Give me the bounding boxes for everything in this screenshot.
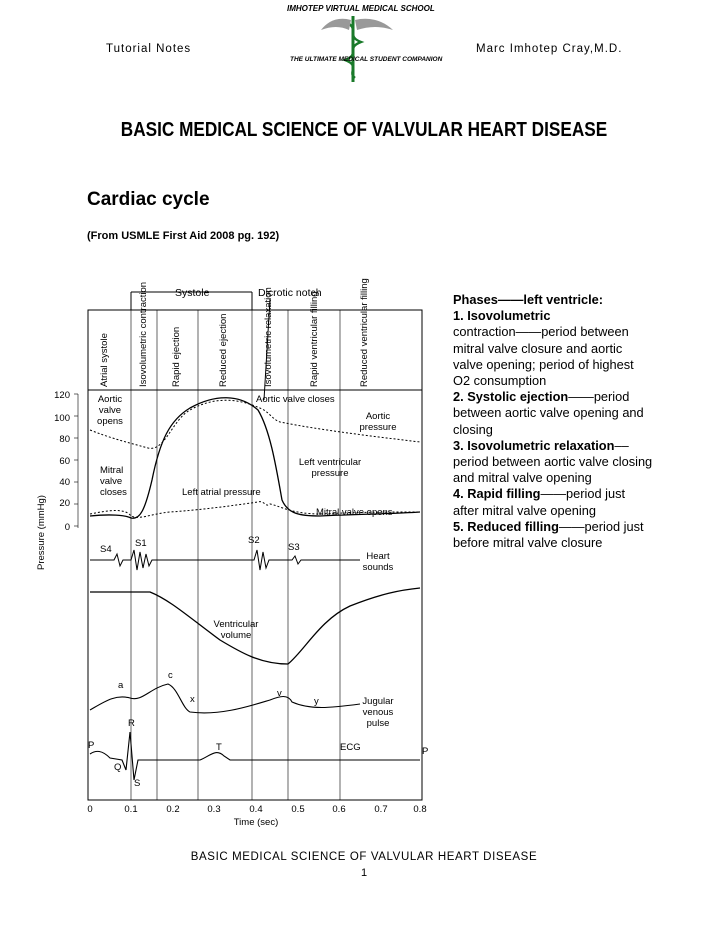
ecg-trace (90, 732, 420, 780)
svg-text:Jugular: Jugular (362, 696, 394, 707)
svg-text:Aortic valve closes: Aortic valve closes (256, 394, 335, 405)
y-ticks (54, 390, 70, 533)
header-left-text: Tutorial Notes (106, 43, 192, 55)
svg-text:120: 120 (54, 390, 70, 401)
svg-text:Mitral: Mitral (100, 465, 124, 476)
x-ticks (87, 804, 426, 815)
svg-text:Aortic: Aortic (97, 394, 123, 405)
svg-text:0: 0 (87, 804, 93, 815)
svg-text:P: P (88, 740, 95, 751)
phase-label-1: Isovolumetric contraction (138, 281, 149, 387)
svg-text:Ventricular: Ventricular (213, 619, 259, 630)
svg-text:0.6: 0.6 (332, 804, 346, 815)
svg-text:S1: S1 (135, 538, 147, 549)
cardiac-cycle-figure (30, 270, 440, 830)
svg-text:valve: valve (100, 476, 123, 487)
svg-text:0.1: 0.1 (124, 804, 138, 815)
phase-4-description: ——period just after mitral valve opening (453, 486, 626, 518)
svg-text:Aortic: Aortic (365, 411, 391, 422)
svg-text:0: 0 (64, 522, 70, 533)
svg-text:0.5: 0.5 (291, 804, 305, 815)
dicrotic-notch-label: Dicrotic notch (258, 287, 322, 299)
svg-text:sounds: sounds (362, 562, 394, 573)
svg-text:Left ventricular: Left ventricular (298, 457, 362, 468)
svg-text:Q: Q (114, 762, 122, 773)
phase-5-title: 5. Reduced filling (453, 518, 559, 534)
section-heading: Cardiac cycle (87, 189, 210, 210)
svg-text:100: 100 (54, 413, 70, 424)
heart-sounds-trace (90, 550, 360, 570)
phase-3-title: 3. Isovolumetric relaxation (453, 437, 615, 453)
phase-label-6: Reduced ventricular filling (359, 278, 370, 387)
page-title: BASIC MEDICAL SCIENCE OF VALVULAR HEART DISEASE (120, 119, 608, 141)
svg-text:P: P (422, 746, 429, 757)
svg-text:pressure: pressure (311, 468, 349, 479)
svg-text:S: S (134, 778, 141, 789)
svg-text:0.2: 0.2 (166, 804, 180, 815)
phases-heading: Phases——left ventricle: (453, 292, 604, 307)
svg-text:volume: volume (220, 630, 252, 641)
svg-text:venous: venous (362, 707, 394, 718)
svg-text:valve: valve (98, 405, 122, 416)
x-axis-label: Time (sec) (233, 817, 279, 828)
y-axis-label: Pressure (mmHg) (36, 495, 47, 570)
svg-text:S4: S4 (100, 544, 112, 555)
phase-1-title: 1. Isovolumetric (453, 308, 551, 324)
phase-1-description: contraction——period between mitral valve closure and aortic valve opening; period of highest O2 consumption (453, 324, 634, 389)
phase-label-5: Rapid ventricular filling (309, 291, 320, 387)
plot-frame (88, 390, 422, 800)
systole-label: Systole (175, 287, 210, 299)
phase-3-description: ––period between aortic valve closing and mitral valve opening (453, 437, 653, 486)
phase-label-4: Isovolumetric relaxation (263, 287, 274, 387)
phase-5-description: ——period just before mitral valve closure (453, 518, 644, 551)
phase-label-3: Reduced ejection (218, 313, 229, 387)
svg-text:closes: closes (100, 487, 127, 498)
source-citation: (From USMLE First Aid 2008 pg. 192) (87, 230, 280, 242)
logo-top-text: IMHOTEP VIRTUAL MEDICAL SCHOOL (287, 4, 435, 13)
svg-text:Heart: Heart (366, 551, 390, 562)
page-number: 1 (360, 867, 368, 879)
svg-text:S3: S3 (288, 542, 300, 553)
school-logo (285, 4, 465, 84)
svg-text:0.3: 0.3 (207, 804, 221, 815)
footer-text: BASIC MEDICAL SCIENCE OF VALVULAR HEART DISEASE (190, 851, 538, 863)
svg-text:opens: opens (97, 416, 123, 427)
svg-text:0.7: 0.7 (374, 804, 388, 815)
heart-sound-labels (100, 535, 394, 573)
pressure-annotations (97, 394, 396, 518)
svg-text:T: T (216, 742, 222, 753)
svg-text:a: a (118, 680, 124, 691)
svg-text:40: 40 (59, 477, 70, 488)
phase-4-title: 4. Rapid filling (453, 486, 541, 502)
svg-text:Left atrial pressure: Left atrial pressure (182, 487, 261, 498)
svg-text:pressure: pressure (359, 422, 397, 433)
header-right-text: Marc Imhotep Cray,M.D. (476, 43, 623, 55)
svg-text:20: 20 (59, 498, 70, 509)
svg-text:0.4: 0.4 (249, 804, 263, 815)
logo-bottom-text: THE ULTIMATE MEDICAL STUDENT COMPANION (290, 56, 443, 63)
svg-text:pulse: pulse (366, 718, 390, 729)
svg-text:80: 80 (59, 434, 70, 445)
svg-text:v: v (277, 688, 282, 699)
svg-text:S2: S2 (248, 535, 260, 546)
jvp-wave-labels (118, 670, 394, 729)
svg-text:c: c (168, 670, 173, 681)
phases-description (453, 292, 653, 551)
svg-text:Mitral valve opens: Mitral valve opens (316, 507, 393, 518)
svg-text:R: R (128, 718, 135, 729)
phase-2-description: ——period between aortic valve opening and closing (453, 389, 644, 437)
svg-text:60: 60 (59, 456, 70, 467)
svg-text:y: y (314, 696, 319, 707)
caduceus-icon (285, 4, 465, 84)
jvp-curve (90, 684, 360, 713)
phase-label-0: Atrial systole (99, 333, 110, 387)
phase-label-2: Rapid ejection (171, 326, 182, 387)
svg-text:ECG: ECG (340, 742, 361, 753)
svg-text:x: x (190, 694, 195, 705)
phase-2-title: 2. Systolic ejection (453, 389, 569, 405)
svg-text:0.8: 0.8 (413, 804, 427, 815)
